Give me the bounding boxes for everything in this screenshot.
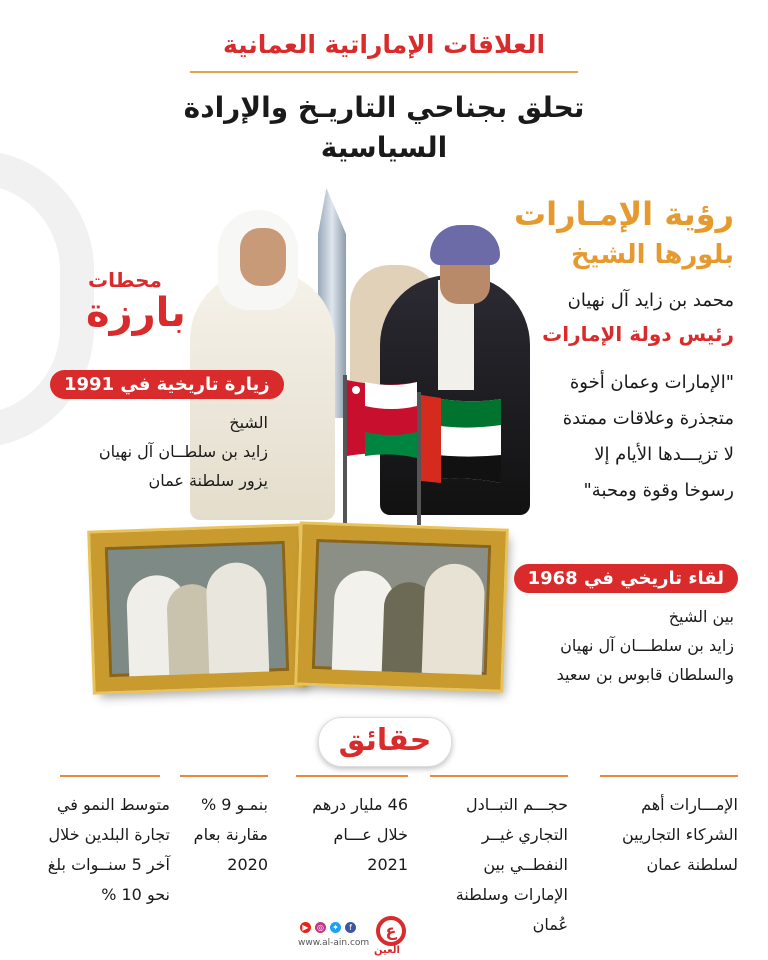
subtitle-line-1: تحلق بجناحي التاريـخ والإرادة [183,91,585,124]
leader-left-face [240,228,286,286]
fact-line: الإمارات وسلطنة [455,885,568,904]
background-logo-mark [0,150,94,448]
fact-item-1 [598,790,738,880]
event-1968-badge: لقاء تاريخي في 1968 [514,564,738,593]
photo-frame-1991 [90,526,303,691]
title-divider [190,71,578,73]
subtitle-line-2: السياسية [320,131,448,164]
quote-line: متجذرة وعلاقات ممتدة [562,408,734,429]
quote-line: "الإمارات وعمان أخوة [569,372,734,393]
fact-item-3 [298,790,408,880]
oman-flag-icon [347,380,417,460]
leader-right-turban [430,225,500,265]
event-1991-badge: زيارة تاريخية في 1991 [50,370,284,399]
photo-person [422,563,486,675]
facebook-icon[interactable]: f [345,922,356,933]
twitter-icon[interactable]: ✦ [330,922,341,933]
event-line: الشيخ [229,413,268,432]
fact-line: آخر 5 سنــوات بلغ [47,855,170,874]
photo-person [205,562,269,674]
event-1968-text [494,602,734,689]
page-subtitle [0,88,768,168]
quote-line: لا تزيـــدها الأيام إلا [594,444,734,465]
vision-quote [524,365,734,509]
fact-item-5 [30,790,170,910]
fact-line: التجاري غيــر [481,825,568,844]
event-1991-text [48,408,268,495]
event-line: زايد بن سلطــان آل نهيان [98,442,268,461]
fact-item-2 [428,790,568,940]
youtube-icon[interactable]: ▶ [300,922,311,933]
vision-heading: رؤية الإمـارات [514,195,734,233]
vision-role: رئيس دولة الإمارات [542,322,734,346]
fact-line: الشركاء التجاريين [621,825,738,844]
fact-line: لسلطنة عمان [646,855,738,874]
instagram-icon[interactable]: ◎ [315,922,326,933]
fact-line: 2020 [227,855,268,874]
fact-line: حجـــم التبــادل [466,795,568,814]
stations-label-small: محطات [88,268,162,292]
site-url[interactable]: www.al-ain.com [298,938,370,948]
uae-flag-icon [421,395,501,485]
fact-line: تجارة البلدين خلال [48,825,170,844]
logo-text: العين [374,945,400,956]
social-icons [300,922,356,933]
event-line: والسلطان قابوس بن سعيد [556,665,734,684]
al-ain-logo: ع [376,916,406,946]
fact-divider [430,775,568,777]
fact-item-4 [178,790,268,880]
fact-line: 46 مليار درهم [312,795,408,814]
fact-line: متوسط النمو في [56,795,170,814]
fact-line: 2021 [367,855,408,874]
event-line: يزور سلطنة عمان [148,471,268,490]
fact-line: النفطــي بين [483,855,568,874]
stations-label-big: بارزة [86,290,186,336]
fact-line: خلال عـــام [333,825,408,844]
event-line: بين الشيخ [668,607,734,626]
vision-name: محمد بن زايد آل نهيان [567,290,734,311]
vision-subheading: بلورها الشيخ [571,240,734,270]
fact-line: بنمـو 9 % [200,795,268,814]
fact-divider [60,775,160,777]
facts-title: حقائق [338,723,432,758]
fact-line: نحو 10 % [101,885,170,904]
quote-line: رسوخا وقوة ومحبة" [583,480,734,501]
event-line: زايد بن سلطـــان آل نهيان [560,636,734,655]
photo-frame-1968 [297,525,505,690]
fact-line: عُمان [532,915,568,934]
fact-line: مقارنة بعام [193,825,268,844]
fact-divider [180,775,268,777]
fact-divider [296,775,408,777]
fact-line: الإمـــارات أهم [641,795,738,814]
facts-title-badge [318,717,452,767]
fact-divider [600,775,738,777]
page-title: العلاقات الإماراتية العمانية [222,30,546,59]
